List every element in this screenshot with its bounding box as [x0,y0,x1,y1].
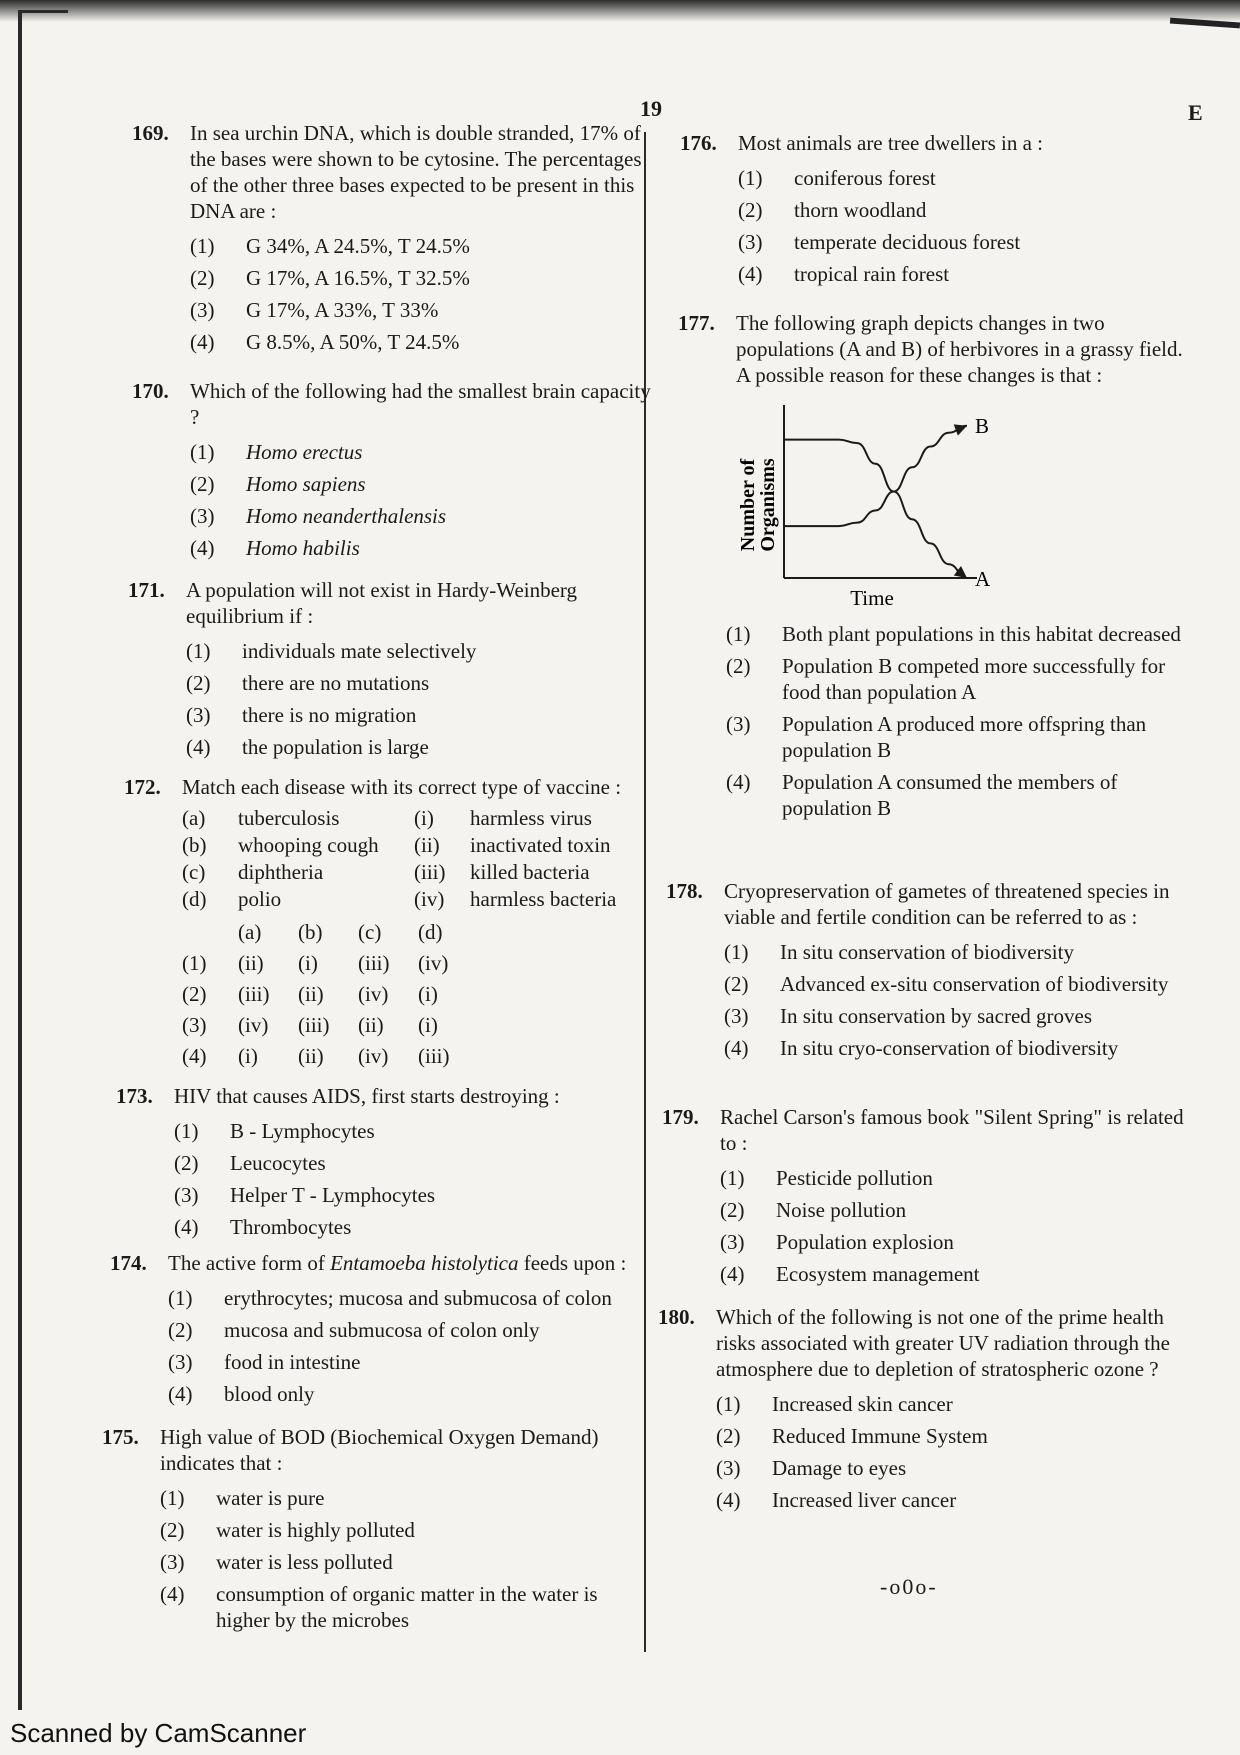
option[interactable]: (4) Increased liver cancer [716,1488,957,1512]
option[interactable]: (4) the population is large [186,735,429,759]
question-number: 180. [658,1305,695,1329]
question-177-options [726,612,1200,824]
option[interactable]: (3) Population A produced more offspring than population B [726,712,1147,762]
question-178 [666,878,1200,1064]
scanner-watermark: Scanned by CamScanner [10,1718,307,1748]
option[interactable]: (2) thorn woodland [738,198,927,222]
option[interactable]: (1) Pesticide pollution [720,1166,933,1190]
series-line-b [784,426,967,526]
question-176 [680,130,1200,290]
question-number: 176. [680,131,717,155]
option[interactable]: (4) blood only [168,1382,315,1406]
option[interactable]: (4) Thrombocytes [174,1215,352,1239]
option[interactable]: (3) food in intestine [168,1350,361,1374]
option[interactable]: (2) Leucocytes [174,1151,326,1175]
question-170 [132,378,652,564]
question-number: 175. [102,1425,139,1449]
series-line-a [784,440,967,578]
option[interactable]: (4) G 8.5%, A 50%, T 24.5% [190,330,460,354]
question-180 [658,1304,1200,1516]
population-graph [722,395,1002,613]
page-number: 19 [640,96,662,121]
question-stem: Cryopreservation of gametes of threatened species in viable and fertile condition can be referred to as : [724,879,1170,929]
match-row: (c) diphtheria (iii) killed bacteria [182,859,590,884]
graph-ylabel: Number of [737,458,759,552]
scan-top-shadow [0,0,1240,22]
question-number: 178. [666,879,703,903]
option[interactable]: (3) Homo neanderthalensis [190,504,447,528]
option[interactable]: (4) Population A consumed the members of population B [726,770,1118,820]
question-stem: The active form of Entamoeba histolytica feeds upon : [168,1251,627,1275]
question-number: 169. [132,121,169,145]
question-number: 179. [662,1105,699,1129]
answer-grid-header: (a) (b) (c) (d) [238,919,443,944]
option[interactable]: (1) Both plant populations in this habitat decreased [726,622,1181,646]
graph-ylabel: Organisms [757,458,779,552]
options-list [720,1162,1200,1290]
options-list [190,230,652,358]
options-list [168,1282,652,1410]
option[interactable]: (3) Population explosion [720,1230,954,1254]
options-list [160,1482,652,1636]
match-table [182,804,652,912]
question-stem: HIV that causes AIDS, first starts destroying : [174,1084,560,1108]
question-stem: Rachel Carson's famous book "Silent Spring" is related to : [720,1105,1184,1155]
question-stem: The following graph depicts changes in two populations (A and B) of herbivores in a grassy field. A possible reason for these changes is that : [736,311,1183,387]
question-stem: In sea urchin DNA, which is double stranded, 17% of the bases were shown to be cytosine. The percentages of the other three bases expected to be present in this DNA are : [190,121,642,223]
match-row: (d) polio (iv) harmless bacteria [182,886,617,911]
question-number: 174. [110,1251,147,1275]
option[interactable]: (1) Increased skin cancer [716,1392,953,1416]
options-list [186,635,652,763]
question-174 [110,1250,652,1410]
match-row: (b) whooping cough (ii) inactivated toxin [182,832,611,857]
question-175 [102,1424,652,1636]
option[interactable]: (3) water is less polluted [160,1550,393,1574]
option[interactable]: (2) Population B competed more successfully for food than population A [726,654,1166,704]
question-stem: High value of BOD (Biochemical Oxygen Demand) indicates that : [160,1425,599,1475]
question-number: 173. [116,1084,153,1108]
options-list [716,1388,1200,1516]
question-179 [662,1104,1200,1290]
end-marker: -o0o- [880,1574,938,1599]
question-stem: Match each disease with its correct type of vaccine : [182,775,622,799]
paper-code: E [1188,100,1203,125]
option[interactable]: (2) Advanced ex-situ conservation of biodiversity [724,972,1169,996]
option[interactable]: (1) B - Lymphocytes [174,1119,375,1143]
question-stem: A population will not exist in Hardy-Weinberg equilibrium if : [186,578,578,628]
question-number: 170. [132,379,169,403]
series-label-b: B [975,413,990,438]
question-172 [124,774,652,1071]
question-169 [132,120,652,358]
question-number: 177. [678,311,715,335]
option[interactable]: (1) (ii) (i) (iii) (iv) [182,950,449,975]
question-stem: Which of the following had the smallest brain capacity ? [190,379,651,429]
option[interactable]: (2) G 17%, A 16.5%, T 32.5% [190,266,470,290]
options-list [738,162,1200,290]
option[interactable]: (4) (i) (ii) (iv) (iii) [182,1043,450,1068]
series-label-a: A [975,567,991,591]
question-number: 171. [128,578,165,602]
question-177-stem-block [678,310,1200,388]
option[interactable]: (1) In situ conservation of biodiversity [724,940,1074,964]
option[interactable]: (2) water is highly polluted [160,1518,415,1542]
option[interactable]: (3) there is no migration [186,703,417,727]
match-row: (a) tuberculosis (i) harmless virus [182,805,592,830]
question-173 [116,1083,652,1243]
option[interactable]: (1) individuals mate selectively [186,639,477,663]
option[interactable]: (3) G 17%, A 33%, T 33% [190,298,439,322]
options-list [174,1115,652,1243]
option[interactable]: (2) Reduced Immune System [716,1424,988,1448]
option[interactable]: (2) mucosa and submucosa of colon only [168,1318,540,1342]
option[interactable]: (2) there are no mutations [186,671,430,695]
option[interactable]: (3) In situ conservation by sacred groves [724,1004,1092,1028]
option[interactable]: (3) Helper T - Lymphocytes [174,1183,436,1207]
option[interactable]: (1) coniferous forest [738,166,936,190]
option[interactable]: (2) Noise pollution [720,1198,907,1222]
option[interactable]: (4) consumption of organic matter in the water is higher by the microbes [160,1582,598,1632]
question-number: 172. [124,775,161,799]
option[interactable]: (1) water is pure [160,1486,325,1510]
option[interactable]: (3) temperate deciduous forest [738,230,1021,254]
option[interactable]: (1) Homo erectus [190,440,363,464]
options-list [724,936,1200,1064]
option[interactable]: (3) Damage to eyes [716,1456,907,1480]
option[interactable]: (2) (iii) (ii) (iv) (i) [182,981,438,1006]
left-margin-rule [18,10,22,1710]
option[interactable]: (3) (iv) (iii) (ii) (i) [182,1012,438,1037]
answer-grid [182,916,652,1071]
option[interactable]: (4) Ecosystem management [720,1262,980,1286]
option[interactable]: (4) In situ cryo-conservation of biodiversity [724,1036,1119,1060]
options-list [726,618,1200,824]
option[interactable]: (1) erythrocytes; mucosa and submucosa of colon [168,1286,612,1310]
options-list [190,436,652,564]
graph-xlabel: Time [850,586,894,610]
option[interactable]: (1) G 34%, A 24.5%, T 24.5% [190,234,470,258]
question-171 [128,577,652,763]
question-stem: Most animals are tree dwellers in a : [738,131,1043,155]
option[interactable]: (4) tropical rain forest [738,262,950,286]
left-margin-rule-top [18,10,68,13]
option[interactable]: (4) Homo habilis [190,536,360,560]
option[interactable]: (2) Homo sapiens [190,472,366,496]
question-stem: Which of the following is not one of the prime health risks associated with greater UV radiation through the atmosphere due to depletion of stratospheric ozone ? [716,1305,1170,1381]
